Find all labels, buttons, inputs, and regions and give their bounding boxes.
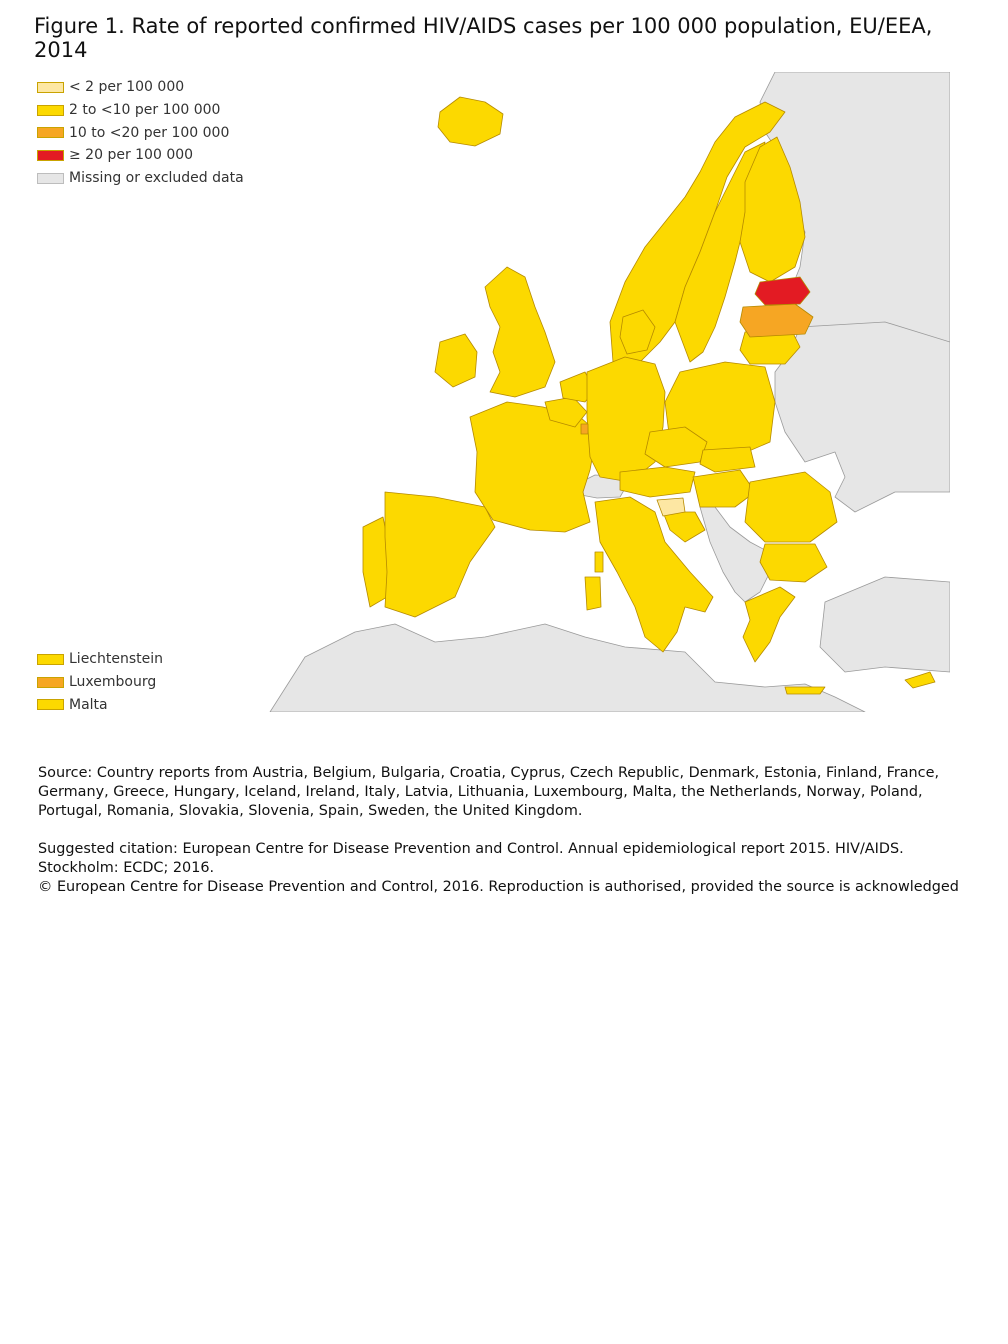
source-line: Source: Country reports from Austria, Belgium, Bulgaria, Croatia, Cyprus, Czech Republic, Denmark, Estonia, Finland, France, [38, 765, 940, 781]
small-country-luxembourg [37, 671, 163, 694]
europe-map-svg [245, 72, 950, 712]
title-line-1: Figure 1. Rate of reported confirmed HIV/AIDS cases per 100 000 population, EU/EEA, [34, 14, 933, 38]
source-notes [38, 764, 978, 897]
small-countries-legend [37, 648, 163, 716]
cyprus [905, 672, 935, 688]
small-country-swatch [37, 654, 64, 665]
small-country-swatch [37, 677, 64, 688]
legend-label: Missing or excluded data [69, 170, 244, 187]
legend-item-20-plus [37, 144, 244, 167]
legend-swatch [37, 105, 64, 116]
map-legend [37, 76, 244, 189]
legend-swatch [37, 150, 64, 161]
slovakia [700, 447, 755, 472]
united-kingdom [485, 267, 555, 397]
legend-swatch [37, 127, 64, 138]
legend-label: ≥ 20 per 100 000 [69, 147, 194, 164]
very-high-rate-countries [755, 277, 810, 305]
sardinia [585, 577, 601, 610]
figure-title [34, 14, 934, 62]
romania [745, 472, 837, 542]
source-line: Germany, Greece, Hungary, Iceland, Ireland, Italy, Latvia, Lithuania, Luxembourg, Malta, the Netherlands, Norway, Poland, [38, 784, 923, 800]
estonia [755, 277, 810, 305]
luxembourg [581, 424, 588, 434]
north-africa-region [270, 624, 865, 712]
ireland [435, 334, 477, 387]
small-country-malta [37, 693, 163, 716]
source-line: Portugal, Romania, Slovakia, Slovenia, Spain, Sweden, the United Kingdom. [38, 803, 583, 819]
small-country-label: Liechtenstein [69, 651, 164, 668]
small-country-liechtenstein [37, 648, 163, 671]
latvia [740, 304, 813, 337]
legend-item-below-2 [37, 76, 244, 99]
small-country-label: Malta [69, 696, 108, 713]
legend-swatch [37, 82, 64, 93]
crete [785, 687, 825, 694]
iceland [438, 97, 503, 146]
copyright-line: © European Centre for Disease Prevention and Control, 2016. Reproduction is authorised, provided the source is acknowledged [38, 879, 959, 895]
corsica [595, 552, 603, 572]
bulgaria [760, 544, 827, 582]
legend-label: 10 to <20 per 100 000 [69, 124, 230, 141]
legend-label: 2 to <10 per 100 000 [69, 102, 221, 119]
croatia [663, 512, 705, 542]
legend-item-2-to-10 [37, 99, 244, 122]
small-country-label: Luxembourg [69, 674, 157, 691]
citation-line: Stockholm: ECDC; 2016. [38, 860, 215, 876]
title-line-2: 2014 [34, 38, 88, 62]
citation-line: Suggested citation: European Centre for Disease Prevention and Control. Annual epidemiological report 2015. HIV/AIDS. [38, 841, 904, 857]
hungary [693, 470, 755, 507]
germany [587, 357, 665, 482]
europe-map [245, 72, 950, 712]
austria [620, 467, 695, 497]
legend-item-10-to-20 [37, 121, 244, 144]
small-country-swatch [37, 699, 64, 710]
turkey-region [820, 577, 950, 672]
legend-item-missing [37, 167, 244, 190]
legend-swatch [37, 173, 64, 184]
spain [385, 492, 495, 617]
legend-label: < 2 per 100 000 [69, 79, 185, 96]
